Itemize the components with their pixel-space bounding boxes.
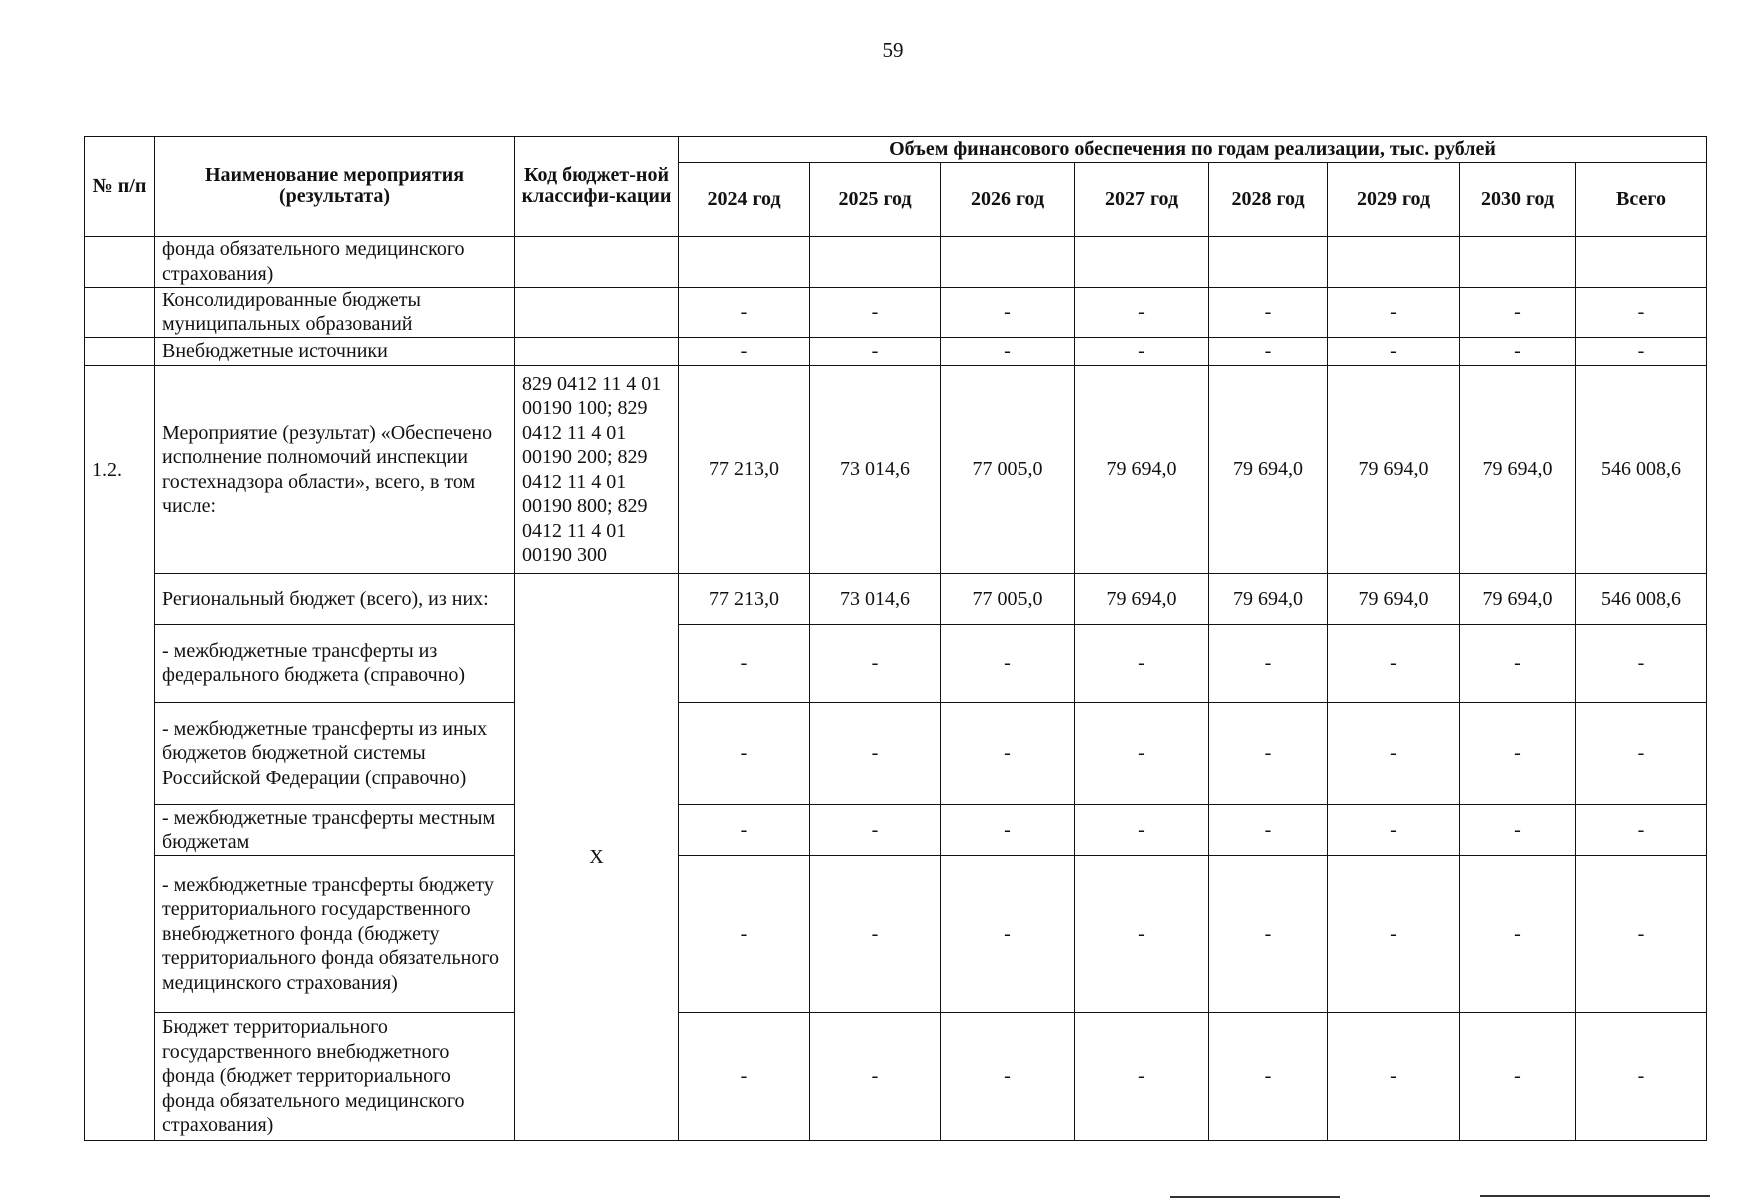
- row-name: Внебюджетные источники: [155, 338, 515, 365]
- row-num: [85, 856, 155, 1013]
- row-num: [85, 702, 155, 805]
- row-value-2026: -: [941, 625, 1075, 702]
- row-value-2029: 79 694,0: [1328, 574, 1460, 625]
- row-value-2026: -: [941, 702, 1075, 805]
- row-value-2029: -: [1328, 625, 1460, 702]
- table-row: [85, 702, 1707, 805]
- row-value-2029: 79 694,0: [1328, 365, 1460, 574]
- row-name: Бюджет территориального государственного внебюджетного фонда (бюджет территориального фонда обязательного медицинского страхования): [155, 1012, 515, 1140]
- row-value-2030: -: [1460, 856, 1576, 1013]
- row-value-2026: -: [941, 856, 1075, 1013]
- row-name: фонда обязательного медицинского страхования): [155, 236, 515, 287]
- row-num: [85, 1012, 155, 1140]
- row-value-2024: -: [679, 856, 810, 1013]
- row-value-2025: 73 014,6: [810, 574, 941, 625]
- row-value-2028: -: [1209, 702, 1328, 805]
- header-total: Всего: [1576, 163, 1707, 236]
- row-value-2029: -: [1328, 287, 1460, 338]
- row-name: Мероприятие (результат) «Обеспечено исполнение полномочий инспекции гостехнадзора области», всего, в том числе:: [155, 365, 515, 574]
- row-value-2029: -: [1328, 856, 1460, 1013]
- row-code: 829 0412 11 4 01 00190 100; 829 0412 11 4 01 00190 200; 829 0412 11 4 01 00190 800; 829 0412 11 4 01 00190 300: [515, 365, 679, 574]
- row-value-2024: 77 213,0: [679, 574, 810, 625]
- row-value-2027: 79 694,0: [1075, 574, 1209, 625]
- row-value-total: -: [1576, 702, 1707, 805]
- row-name: - межбюджетные трансферты местным бюджетам: [155, 805, 515, 856]
- row-value-total: -: [1576, 287, 1707, 338]
- row-value-2025: [810, 236, 941, 287]
- row-value-2024: -: [679, 702, 810, 805]
- row-value-total: -: [1576, 338, 1707, 365]
- header-num: № п/п: [85, 137, 155, 237]
- row-num: [85, 287, 155, 338]
- row-value-total: [1576, 236, 1707, 287]
- row-value-2028: [1209, 236, 1328, 287]
- row-value-2024: -: [679, 287, 810, 338]
- row-value-total: -: [1576, 1012, 1707, 1140]
- header-financing-group: Объем финансового обеспечения по годам реализации, тыс. рублей: [679, 137, 1707, 163]
- row-value-2024: 77 213,0: [679, 365, 810, 574]
- header-code: Код бюджет-ной классифи-кации: [515, 137, 679, 237]
- scan-artifact-line: [1170, 1196, 1340, 1198]
- row-value-2028: -: [1209, 856, 1328, 1013]
- row-num: [85, 574, 155, 625]
- row-value-2025: -: [810, 338, 941, 365]
- row-value-2030: -: [1460, 338, 1576, 365]
- row-num: [85, 625, 155, 702]
- header-year-2026: 2026 год: [941, 163, 1075, 236]
- row-code: [515, 236, 679, 287]
- row-value-2025: 73 014,6: [810, 365, 941, 574]
- row-value-2026: 77 005,0: [941, 574, 1075, 625]
- row-name: Региональный бюджет (всего), из них:: [155, 574, 515, 625]
- row-value-2024: [679, 236, 810, 287]
- table-row: [85, 236, 1707, 287]
- row-value-2024: -: [679, 1012, 810, 1140]
- row-value-2027: -: [1075, 287, 1209, 338]
- row-value-total: -: [1576, 625, 1707, 702]
- header-year-2028: 2028 год: [1209, 163, 1328, 236]
- row-name: - межбюджетные трансферты из федерального бюджета (справочно): [155, 625, 515, 702]
- row-value-2027: -: [1075, 338, 1209, 365]
- header-year-2030: 2030 год: [1460, 163, 1576, 236]
- row-value-2027: -: [1075, 856, 1209, 1013]
- row-value-2025: -: [810, 287, 941, 338]
- table-row: [85, 365, 1707, 574]
- row-value-2027: -: [1075, 1012, 1209, 1140]
- row-num: [85, 338, 155, 365]
- table-row: [85, 625, 1707, 702]
- row-value-2027: -: [1075, 702, 1209, 805]
- header-year-2025: 2025 год: [810, 163, 941, 236]
- header-name: Наименование мероприятия (результата): [155, 137, 515, 237]
- row-value-2030: 79 694,0: [1460, 365, 1576, 574]
- row-name: - межбюджетные трансферты из иных бюджетов бюджетной системы Российской Федерации (справочно): [155, 702, 515, 805]
- row-value-2027: -: [1075, 805, 1209, 856]
- row-num: [85, 805, 155, 856]
- row-value-2027: 79 694,0: [1075, 365, 1209, 574]
- scan-artifact-line: [1480, 1195, 1710, 1197]
- row-value-2028: 79 694,0: [1209, 365, 1328, 574]
- row-value-2029: -: [1328, 1012, 1460, 1140]
- row-value-2030: 79 694,0: [1460, 574, 1576, 625]
- row-name: - межбюджетные трансферты бюджету территориального государственного внебюджетного фонда (бюджету территориального фонда обязательного медицинского страхования): [155, 856, 515, 1013]
- row-value-2027: -: [1075, 625, 1209, 702]
- row-value-2028: -: [1209, 625, 1328, 702]
- row-code: [515, 287, 679, 338]
- row-value-2029: [1328, 236, 1460, 287]
- row-value-2030: -: [1460, 625, 1576, 702]
- row-value-2026: -: [941, 805, 1075, 856]
- row-num: [85, 236, 155, 287]
- financing-table: [84, 136, 1707, 1141]
- page-number: 59: [882, 38, 904, 62]
- row-value-2029: -: [1328, 338, 1460, 365]
- row-code: X: [515, 574, 679, 1141]
- header-year-2024: 2024 год: [679, 163, 810, 236]
- table-row: [85, 856, 1707, 1013]
- table-row: [85, 805, 1707, 856]
- row-value-2025: -: [810, 702, 941, 805]
- row-value-2024: -: [679, 625, 810, 702]
- row-code: [515, 338, 679, 365]
- row-value-2024: -: [679, 805, 810, 856]
- row-value-2028: -: [1209, 805, 1328, 856]
- row-value-2028: 79 694,0: [1209, 574, 1328, 625]
- row-name: Консолидированные бюджеты муниципальных образований: [155, 287, 515, 338]
- row-value-2026: -: [941, 1012, 1075, 1140]
- table-row: [85, 1012, 1707, 1140]
- row-value-2026: -: [941, 338, 1075, 365]
- header-row-top: [85, 137, 1707, 163]
- row-value-2030: -: [1460, 1012, 1576, 1140]
- row-value-2028: -: [1209, 338, 1328, 365]
- row-value-2026: [941, 236, 1075, 287]
- row-value-total: -: [1576, 856, 1707, 1013]
- header-year-2027: 2027 год: [1075, 163, 1209, 236]
- row-value-2024: -: [679, 338, 810, 365]
- row-value-total: 546 008,6: [1576, 365, 1707, 574]
- row-value-2030: -: [1460, 702, 1576, 805]
- row-value-2027: [1075, 236, 1209, 287]
- table-row: [85, 287, 1707, 338]
- row-value-total: 546 008,6: [1576, 574, 1707, 625]
- row-value-2025: -: [810, 625, 941, 702]
- row-value-2029: -: [1328, 702, 1460, 805]
- row-value-2025: -: [810, 805, 941, 856]
- row-value-2028: -: [1209, 287, 1328, 338]
- header-year-2029: 2029 год: [1328, 163, 1460, 236]
- table-row: [85, 338, 1707, 365]
- row-value-2028: -: [1209, 1012, 1328, 1140]
- row-value-2025: -: [810, 1012, 941, 1140]
- row-value-2029: -: [1328, 805, 1460, 856]
- row-value-2026: -: [941, 287, 1075, 338]
- row-value-total: -: [1576, 805, 1707, 856]
- row-num: 1.2.: [85, 365, 155, 574]
- row-value-2030: -: [1460, 805, 1576, 856]
- row-value-2030: -: [1460, 287, 1576, 338]
- row-value-2030: [1460, 236, 1576, 287]
- row-value-2025: -: [810, 856, 941, 1013]
- row-value-2026: 77 005,0: [941, 365, 1075, 574]
- table-row: [85, 574, 1707, 625]
